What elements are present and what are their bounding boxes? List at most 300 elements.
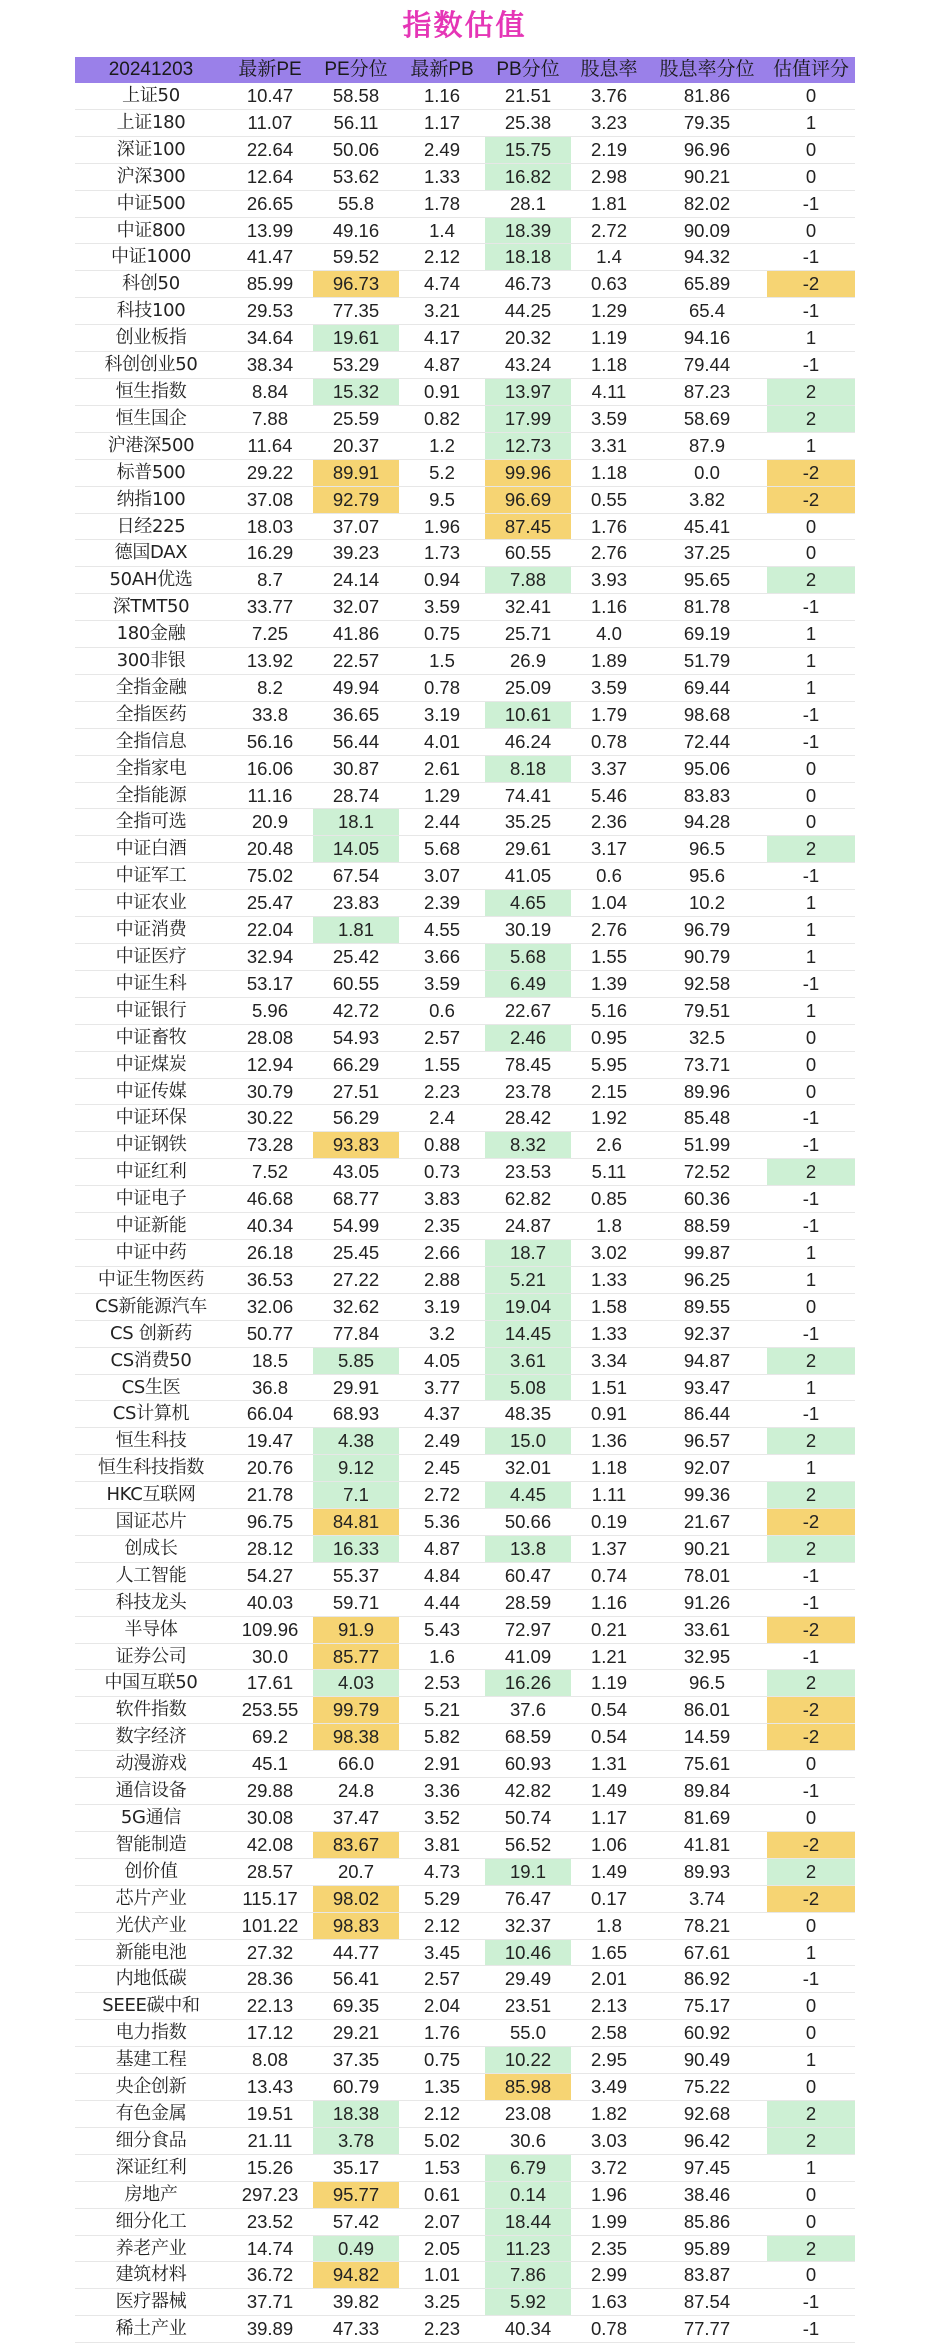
valuation-score-cell: 1	[767, 1939, 855, 1966]
pe-percentile-cell: 56.44	[313, 728, 399, 755]
latest-pb-cell: 3.59	[399, 970, 485, 997]
pe-percentile-cell: 1.81	[313, 917, 399, 944]
dividend-yield-cell: 0.54	[571, 1724, 647, 1751]
dividend-percentile-cell: 95.6	[647, 863, 767, 890]
latest-pe-cell: 253.55	[227, 1697, 313, 1724]
valuation-score-cell: 2	[767, 567, 855, 594]
dividend-percentile-cell: 86.92	[647, 1966, 767, 1993]
latest-pe-cell: 14.74	[227, 2235, 313, 2262]
latest-pe-cell: 8.2	[227, 674, 313, 701]
latest-pb-cell: 2.23	[399, 1078, 485, 1105]
dividend-percentile-cell: 89.93	[647, 1858, 767, 1885]
pb-percentile-cell: 5.68	[485, 944, 571, 971]
latest-pb-cell: 0.82	[399, 405, 485, 432]
latest-pb-cell: 1.29	[399, 782, 485, 809]
latest-pe-cell: 40.03	[227, 1589, 313, 1616]
table-row	[75, 1105, 855, 1132]
pe-percentile-cell: 89.91	[313, 459, 399, 486]
latest-pe-cell: 20.48	[227, 836, 313, 863]
pb-percentile-cell: 5.21	[485, 1266, 571, 1293]
pb-percentile-cell: 21.51	[485, 83, 571, 109]
table-row	[75, 2235, 855, 2262]
valuation-score-cell: 0	[767, 1805, 855, 1832]
index-name-cell: 50AH优选	[75, 567, 227, 594]
table-row	[75, 1724, 855, 1751]
dividend-yield-cell: 0.19	[571, 1509, 647, 1536]
pe-percentile-cell: 57.42	[313, 2208, 399, 2235]
dividend-yield-cell: 1.39	[571, 970, 647, 997]
dividend-yield-cell: 1.16	[571, 1589, 647, 1616]
latest-pe-cell: 46.68	[227, 1186, 313, 1213]
pe-percentile-cell: 29.21	[313, 2020, 399, 2047]
latest-pe-cell: 30.79	[227, 1078, 313, 1105]
latest-pe-cell: 101.22	[227, 1912, 313, 1939]
pe-percentile-cell: 36.65	[313, 701, 399, 728]
latest-pe-cell: 13.43	[227, 2074, 313, 2101]
dividend-percentile-cell: 83.83	[647, 782, 767, 809]
index-name-cell: 中证红利	[75, 1159, 227, 1186]
index-name-cell: 中证医疗	[75, 944, 227, 971]
valuation-score-cell: 0	[767, 2074, 855, 2101]
dividend-percentile-cell: 72.52	[647, 1159, 767, 1186]
index-name-cell: 恒生科技指数	[75, 1455, 227, 1482]
pb-percentile-cell: 19.1	[485, 1858, 571, 1885]
pb-percentile-cell: 32.41	[485, 594, 571, 621]
dividend-yield-cell: 0.21	[571, 1616, 647, 1643]
index-name-cell: 标普500	[75, 459, 227, 486]
table-row	[75, 890, 855, 917]
latest-pe-cell: 29.22	[227, 459, 313, 486]
index-name-cell: 创价值	[75, 1858, 227, 1885]
dividend-percentile-cell: 85.86	[647, 2208, 767, 2235]
dividend-yield-cell: 1.4	[571, 244, 647, 271]
index-name-cell: 芯片产业	[75, 1885, 227, 1912]
dividend-yield-cell: 5.16	[571, 997, 647, 1024]
pe-percentile-cell: 4.38	[313, 1428, 399, 1455]
dividend-yield-cell: 3.23	[571, 109, 647, 136]
dividend-yield-cell: 2.76	[571, 917, 647, 944]
pe-percentile-cell: 41.86	[313, 621, 399, 648]
index-name-cell: 上证50	[75, 83, 227, 109]
pb-percentile-cell: 22.67	[485, 997, 571, 1024]
dividend-percentile-cell: 96.42	[647, 2127, 767, 2154]
valuation-score-cell: 1	[767, 1455, 855, 1482]
pb-percentile-cell: 30.6	[485, 2127, 571, 2154]
pb-percentile-cell: 42.82	[485, 1778, 571, 1805]
pb-percentile-cell: 18.7	[485, 1239, 571, 1266]
latest-pe-cell: 39.89	[227, 2316, 313, 2343]
pe-percentile-cell: 19.61	[313, 325, 399, 352]
latest-pe-cell: 28.12	[227, 1535, 313, 1562]
pb-percentile-cell: 8.18	[485, 755, 571, 782]
pe-percentile-cell: 99.79	[313, 1697, 399, 1724]
latest-pb-cell: 1.33	[399, 163, 485, 190]
pb-percentile-cell: 60.55	[485, 540, 571, 567]
latest-pb-cell: 2.12	[399, 1912, 485, 1939]
pe-percentile-cell: 27.51	[313, 1078, 399, 1105]
pe-percentile-cell: 9.12	[313, 1455, 399, 1482]
latest-pe-cell: 19.51	[227, 2100, 313, 2127]
dividend-percentile-cell: 94.32	[647, 244, 767, 271]
valuation-score-cell: -1	[767, 1105, 855, 1132]
valuation-score-cell: -1	[767, 1643, 855, 1670]
pb-percentile-cell: 56.52	[485, 1831, 571, 1858]
dividend-yield-cell: 3.49	[571, 2074, 647, 2101]
pe-percentile-cell: 37.07	[313, 513, 399, 540]
index-name-cell: 深证100	[75, 136, 227, 163]
valuation-score-cell: 2	[767, 2235, 855, 2262]
pe-percentile-cell: 77.35	[313, 298, 399, 325]
table-row	[75, 1428, 855, 1455]
pe-percentile-cell: 22.57	[313, 648, 399, 675]
valuation-score-cell: -1	[767, 728, 855, 755]
latest-pb-cell: 4.87	[399, 352, 485, 379]
pe-percentile-cell: 25.45	[313, 1239, 399, 1266]
index-name-cell: 中证银行	[75, 997, 227, 1024]
dividend-percentile-cell: 79.35	[647, 109, 767, 136]
pb-percentile-cell: 85.98	[485, 2074, 571, 2101]
dividend-percentile-cell: 96.25	[647, 1266, 767, 1293]
latest-pb-cell: 2.57	[399, 1966, 485, 1993]
table-row	[75, 1670, 855, 1697]
pe-percentile-cell: 56.41	[313, 1966, 399, 1993]
dividend-yield-cell: 1.81	[571, 190, 647, 217]
dividend-yield-cell: 0.55	[571, 486, 647, 513]
latest-pb-cell: 2.4	[399, 1105, 485, 1132]
index-name-cell: 光伏产业	[75, 1912, 227, 1939]
pe-percentile-cell: 98.38	[313, 1724, 399, 1751]
table-row	[75, 2020, 855, 2047]
header-pb: 最新PB	[399, 57, 485, 83]
pe-percentile-cell: 69.35	[313, 1993, 399, 2020]
pb-percentile-cell: 15.0	[485, 1428, 571, 1455]
index-name-cell: 动漫游戏	[75, 1751, 227, 1778]
pb-percentile-cell: 96.69	[485, 486, 571, 513]
table-row	[75, 1912, 855, 1939]
valuation-score-cell: 2	[767, 1670, 855, 1697]
dividend-yield-cell: 1.49	[571, 1858, 647, 1885]
latest-pe-cell: 7.52	[227, 1159, 313, 1186]
valuation-score-cell: 1	[767, 674, 855, 701]
valuation-score-cell: 0	[767, 513, 855, 540]
latest-pb-cell: 1.17	[399, 109, 485, 136]
latest-pe-cell: 11.07	[227, 109, 313, 136]
latest-pe-cell: 45.1	[227, 1751, 313, 1778]
pe-percentile-cell: 56.11	[313, 109, 399, 136]
pe-percentile-cell: 20.7	[313, 1858, 399, 1885]
pb-percentile-cell: 43.24	[485, 352, 571, 379]
latest-pb-cell: 2.12	[399, 244, 485, 271]
latest-pb-cell: 0.94	[399, 567, 485, 594]
latest-pe-cell: 41.47	[227, 244, 313, 271]
table-row	[75, 298, 855, 325]
pb-percentile-cell: 17.99	[485, 405, 571, 432]
index-name-cell: 数字经济	[75, 1724, 227, 1751]
index-name-cell: CS新能源汽车	[75, 1293, 227, 1320]
header-dividend-yield: 股息率	[571, 57, 647, 83]
dividend-percentile-cell: 88.59	[647, 1213, 767, 1240]
table-row	[75, 701, 855, 728]
valuation-score-cell: 0	[767, 1078, 855, 1105]
pb-percentile-cell: 29.49	[485, 1966, 571, 1993]
dividend-percentile-cell: 93.47	[647, 1374, 767, 1401]
index-name-cell: 全指医药	[75, 701, 227, 728]
pb-percentile-cell: 7.86	[485, 2262, 571, 2289]
dividend-yield-cell: 3.93	[571, 567, 647, 594]
page-title: 指数估值	[402, 8, 527, 42]
pe-percentile-cell: 42.72	[313, 997, 399, 1024]
pb-percentile-cell: 0.14	[485, 2181, 571, 2208]
dividend-percentile-cell: 94.87	[647, 1347, 767, 1374]
latest-pb-cell: 4.17	[399, 325, 485, 352]
pe-percentile-cell: 60.55	[313, 970, 399, 997]
table-row	[75, 970, 855, 997]
dividend-percentile-cell: 79.51	[647, 997, 767, 1024]
latest-pe-cell: 16.29	[227, 540, 313, 567]
dividend-yield-cell: 1.8	[571, 1213, 647, 1240]
valuation-score-cell: 2	[767, 1159, 855, 1186]
index-name-cell: 科技龙头	[75, 1589, 227, 1616]
dividend-yield-cell: 1.18	[571, 1455, 647, 1482]
latest-pb-cell: 4.01	[399, 728, 485, 755]
pb-percentile-cell: 24.87	[485, 1213, 571, 1240]
valuation-score-cell: -2	[767, 1724, 855, 1751]
dividend-percentile-cell: 94.28	[647, 809, 767, 836]
latest-pe-cell: 21.78	[227, 1482, 313, 1509]
latest-pb-cell: 0.91	[399, 378, 485, 405]
dividend-percentile-cell: 51.79	[647, 648, 767, 675]
table-row	[75, 728, 855, 755]
latest-pb-cell: 2.49	[399, 136, 485, 163]
dividend-yield-cell: 3.02	[571, 1239, 647, 1266]
pb-percentile-cell: 4.45	[485, 1482, 571, 1509]
dividend-percentile-cell: 10.2	[647, 890, 767, 917]
dividend-percentile-cell: 89.55	[647, 1293, 767, 1320]
dividend-percentile-cell: 92.37	[647, 1320, 767, 1347]
latest-pb-cell: 4.05	[399, 1347, 485, 1374]
latest-pe-cell: 25.47	[227, 890, 313, 917]
latest-pe-cell: 21.11	[227, 2127, 313, 2154]
pe-percentile-cell: 5.85	[313, 1347, 399, 1374]
dividend-percentile-cell: 89.84	[647, 1778, 767, 1805]
valuation-score-cell: 0	[767, 217, 855, 244]
dividend-yield-cell: 0.95	[571, 1024, 647, 1051]
pb-percentile-cell: 30.19	[485, 917, 571, 944]
latest-pe-cell: 96.75	[227, 1509, 313, 1536]
table-row	[75, 1482, 855, 1509]
dividend-percentile-cell: 98.68	[647, 701, 767, 728]
valuation-score-cell: 0	[767, 1024, 855, 1051]
pb-percentile-cell: 62.82	[485, 1186, 571, 1213]
pe-percentile-cell: 28.74	[313, 782, 399, 809]
pe-percentile-cell: 66.29	[313, 1051, 399, 1078]
table-row	[75, 1535, 855, 1562]
valuation-score-cell: -1	[767, 244, 855, 271]
dividend-percentile-cell: 96.5	[647, 1670, 767, 1697]
pb-percentile-cell: 32.37	[485, 1912, 571, 1939]
index-name-cell: CS消费50	[75, 1347, 227, 1374]
latest-pb-cell: 0.61	[399, 2181, 485, 2208]
valuation-score-cell: 2	[767, 1347, 855, 1374]
table-row	[75, 863, 855, 890]
valuation-score-cell: -1	[767, 1589, 855, 1616]
table-row	[75, 2154, 855, 2181]
latest-pe-cell: 17.61	[227, 1670, 313, 1697]
table-row	[75, 109, 855, 136]
latest-pb-cell: 1.76	[399, 2020, 485, 2047]
table-row	[75, 1993, 855, 2020]
pe-percentile-cell: 4.03	[313, 1670, 399, 1697]
latest-pe-cell: 20.76	[227, 1455, 313, 1482]
valuation-score-cell: -1	[767, 970, 855, 997]
latest-pb-cell: 0.75	[399, 621, 485, 648]
dividend-percentile-cell: 96.96	[647, 136, 767, 163]
latest-pb-cell: 2.72	[399, 1482, 485, 1509]
latest-pb-cell: 3.19	[399, 701, 485, 728]
table-row	[75, 782, 855, 809]
table-row	[75, 2316, 855, 2343]
latest-pb-cell: 1.55	[399, 1051, 485, 1078]
table-row	[75, 1078, 855, 1105]
dividend-percentile-cell: 21.67	[647, 1509, 767, 1536]
pb-percentile-cell: 4.65	[485, 890, 571, 917]
table-row	[75, 1697, 855, 1724]
dividend-yield-cell: 3.37	[571, 755, 647, 782]
table-row	[75, 1939, 855, 1966]
dividend-yield-cell: 0.78	[571, 728, 647, 755]
valuation-score-cell: -1	[767, 190, 855, 217]
pb-percentile-cell: 48.35	[485, 1401, 571, 1428]
index-name-cell: 恒生指数	[75, 378, 227, 405]
latest-pe-cell: 17.12	[227, 2020, 313, 2047]
pe-percentile-cell: 15.32	[313, 378, 399, 405]
pb-percentile-cell: 25.71	[485, 621, 571, 648]
valuation-score-cell: -1	[767, 1186, 855, 1213]
pe-percentile-cell: 59.52	[313, 244, 399, 271]
valuation-score-cell: -1	[767, 594, 855, 621]
pe-percentile-cell: 93.83	[313, 1132, 399, 1159]
table-row	[75, 1616, 855, 1643]
pe-percentile-cell: 68.93	[313, 1401, 399, 1428]
dividend-yield-cell: 2.19	[571, 136, 647, 163]
table-row	[75, 1562, 855, 1589]
pe-percentile-cell: 96.73	[313, 271, 399, 298]
dividend-percentile-cell: 37.25	[647, 540, 767, 567]
index-name-cell: 中证800	[75, 217, 227, 244]
latest-pe-cell: 28.08	[227, 1024, 313, 1051]
dividend-yield-cell: 1.96	[571, 2181, 647, 2208]
dividend-percentile-cell: 92.68	[647, 2100, 767, 2127]
latest-pe-cell: 66.04	[227, 1401, 313, 1428]
latest-pb-cell: 2.49	[399, 1428, 485, 1455]
table-row	[75, 1239, 855, 1266]
dividend-percentile-cell: 95.89	[647, 2235, 767, 2262]
pe-percentile-cell: 85.77	[313, 1643, 399, 1670]
index-name-cell: 深TMT50	[75, 594, 227, 621]
dividend-yield-cell: 2.72	[571, 217, 647, 244]
index-name-cell: 科技100	[75, 298, 227, 325]
latest-pb-cell: 3.52	[399, 1805, 485, 1832]
pe-percentile-cell: 18.1	[313, 809, 399, 836]
latest-pb-cell: 3.66	[399, 944, 485, 971]
table-row	[75, 513, 855, 540]
table-row	[75, 917, 855, 944]
latest-pe-cell: 69.2	[227, 1724, 313, 1751]
valuation-table	[75, 57, 855, 2343]
latest-pb-cell: 4.55	[399, 917, 485, 944]
valuation-score-cell: 1	[767, 944, 855, 971]
latest-pb-cell: 4.87	[399, 1535, 485, 1562]
pe-percentile-cell: 58.58	[313, 83, 399, 109]
pb-percentile-cell: 20.32	[485, 325, 571, 352]
latest-pb-cell: 1.01	[399, 2262, 485, 2289]
dividend-yield-cell: 3.72	[571, 2154, 647, 2181]
table-header-row	[75, 57, 855, 83]
dividend-percentile-cell: 90.09	[647, 217, 767, 244]
table-row	[75, 271, 855, 298]
latest-pe-cell: 30.0	[227, 1643, 313, 1670]
latest-pb-cell: 2.12	[399, 2100, 485, 2127]
latest-pe-cell: 36.72	[227, 2262, 313, 2289]
dividend-percentile-cell: 99.36	[647, 1482, 767, 1509]
valuation-score-cell: 1	[767, 109, 855, 136]
dividend-yield-cell: 2.35	[571, 2235, 647, 2262]
latest-pb-cell: 2.04	[399, 1993, 485, 2020]
valuation-score-cell: -2	[767, 1509, 855, 1536]
pb-percentile-cell: 99.96	[485, 459, 571, 486]
pe-percentile-cell: 0.49	[313, 2235, 399, 2262]
index-name-cell: 5G通信	[75, 1805, 227, 1832]
index-name-cell: 全指能源	[75, 782, 227, 809]
table-row	[75, 594, 855, 621]
latest-pe-cell: 7.25	[227, 621, 313, 648]
pb-percentile-cell: 41.05	[485, 863, 571, 890]
pb-percentile-cell: 14.45	[485, 1320, 571, 1347]
index-name-cell: 中证生科	[75, 970, 227, 997]
index-name-cell: 上证180	[75, 109, 227, 136]
pb-percentile-cell: 72.97	[485, 1616, 571, 1643]
latest-pb-cell: 1.5	[399, 648, 485, 675]
pb-percentile-cell: 25.09	[485, 674, 571, 701]
latest-pe-cell: 297.23	[227, 2181, 313, 2208]
pe-percentile-cell: 7.1	[313, 1482, 399, 1509]
table-row	[75, 621, 855, 648]
pb-percentile-cell: 60.47	[485, 1562, 571, 1589]
index-name-cell: 全指信息	[75, 728, 227, 755]
dividend-percentile-cell: 83.87	[647, 2262, 767, 2289]
latest-pe-cell: 33.8	[227, 701, 313, 728]
table-row	[75, 486, 855, 513]
valuation-score-cell: -2	[767, 1616, 855, 1643]
latest-pb-cell: 3.2	[399, 1320, 485, 1347]
valuation-score-cell: 1	[767, 432, 855, 459]
dividend-percentile-cell: 79.44	[647, 352, 767, 379]
latest-pb-cell: 5.36	[399, 1509, 485, 1536]
valuation-score-cell: 0	[767, 755, 855, 782]
table-row	[75, 190, 855, 217]
dividend-yield-cell: 1.17	[571, 1805, 647, 1832]
dividend-yield-cell: 4.11	[571, 378, 647, 405]
valuation-score-cell: -1	[767, 352, 855, 379]
index-name-cell: 沪深300	[75, 163, 227, 190]
dividend-percentile-cell: 87.9	[647, 432, 767, 459]
pe-percentile-cell: 55.8	[313, 190, 399, 217]
index-name-cell: 新能电池	[75, 1939, 227, 1966]
index-name-cell: 细分食品	[75, 2127, 227, 2154]
pb-percentile-cell: 15.75	[485, 136, 571, 163]
valuation-score-cell: 1	[767, 325, 855, 352]
dividend-percentile-cell: 32.95	[647, 1643, 767, 1670]
